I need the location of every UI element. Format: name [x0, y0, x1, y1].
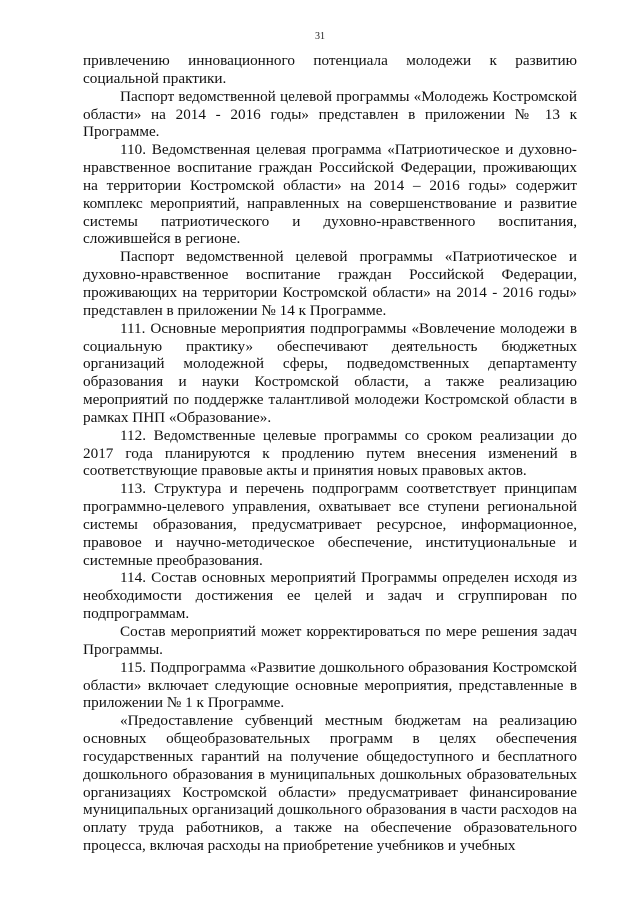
- paragraph-passport-youth: Паспорт ведомственной целевой программы «Молодежь Костромской области» на 2014 - 2016 годы» представлен в приложении № 13 к Программе.: [83, 87, 577, 141]
- paragraph-111: 111. Основные мероприятия подпрограммы «Вовлечение молодежи в социальную практику» обеспечивают деятельность бюджетных организаций молодежной сферы, подведомственных департаменту образования и науки Костромской области, а также реализацию мероприятий по поддержке талантливой молодежи Костромской области в рамках ПНП «Образование».: [83, 319, 577, 426]
- paragraph-113: 113. Структура и перечень подпрограмм соответствует принципам программно-целевого управления, охватывает все ступени региональной системы образования, предусматривает ресурсное, информационное, правовое и научно-методическое обеспечение, институциональные и системные преобразования.: [83, 480, 577, 569]
- paragraph-114: 114. Состав основных мероприятий Программы определен исходя из необходимости достижения ее целей и задач и сгруппирован по подпрограммам.: [83, 569, 577, 623]
- paragraph-110: 110. Ведомственная целевая программа «Патриотическое и духовно-нравственное воспитание граждан Российской Федерации, проживающих на территории Костромской области» на 2014 – 2016 годы» содержит комплекс мероприятий, направленных на совершенствование и развитие системы патриотического и духовно-нравственного воспитания, сложившейся в регионе.: [83, 141, 577, 248]
- paragraph-115: 115. Подпрограмма «Развитие дошкольного образования Костромской области» включает следующие основные мероприятия, представленные в приложении № 1 к Программе.: [83, 658, 577, 712]
- paragraph-continuation: привлечению инновационного потенциала молодежи к развитию социальной практики.: [83, 52, 577, 87]
- page-number: 31: [315, 31, 325, 42]
- paragraph-composition: Состав мероприятий может корректироваться по мере решения задач Программы.: [83, 623, 577, 658]
- document-body: [83, 52, 577, 855]
- paragraph-passport-patriotic: Паспорт ведомственной целевой программы «Патриотическое и духовно-нравственное воспитание граждан Российской Федерации, проживающих на территории Костромской области» на 2014 - 2016 годы» представлен в приложении № 14 к Программе.: [83, 248, 577, 319]
- paragraph-112: 112. Ведомственные целевые программы со сроком реализации до 2017 года планируются к продлению путем внесения изменений в соответствующие правовые акты и принятия новых правовых актов.: [83, 426, 577, 480]
- paragraph-subventions: «Предоставление субвенций местным бюджетам на реализацию основных общеобразовательных программ в целях обеспечения государственных гарантий на получение общедоступного и бесплатного дошкольного образования в муниципальных дошкольных образовательных организациях Костромской области» предусматривает финансирование муниципальных организаций дошкольного образования в части расходов на оплату труда работников, а также на обеспечение образовательного процесса, включая расходы на приобретение учебников и учебных: [83, 712, 577, 855]
